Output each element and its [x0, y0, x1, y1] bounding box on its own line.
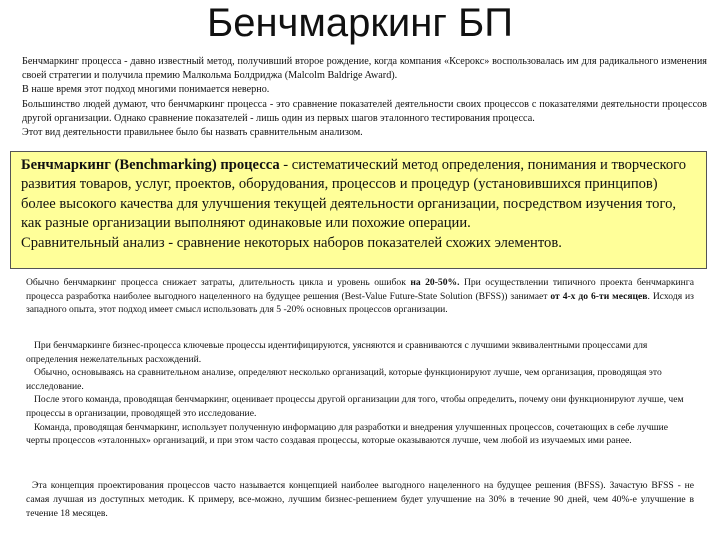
process-paragraph: Обычно, основываясь на сравнительном анализе, определяют несколько организаций, которые функционируют лучше, чем организация, проводящая это исследование. — [26, 367, 662, 392]
definition-box — [10, 151, 707, 269]
cost-text-part: Обычно бенчмаркинг процесса снижает затраты, длительность цикла и уровень ошибок — [26, 277, 411, 288]
definition-text — [21, 156, 696, 234]
definition-term: Бенчмаркинг (Benchmarking) процесса — [21, 157, 280, 173]
definition-body: - систематический метод определения, понимания и творческого развития товаров, услуг, проектов, оборудования, процессов и процедур (установившихся принципов) более высокого качества для улучшения текущей деятельности организации, посредством изучения того, как разные организации выполняют одинаковые или похожие операции. — [21, 157, 687, 232]
intro-block — [22, 55, 707, 140]
cost-highlight: на 20-50%. — [410, 277, 460, 288]
cost-reduction-block — [26, 276, 694, 317]
process-paragraph: Команда, проводящая бенчмаркинг, использует полученную информацию для разработки и внедрения улучшенных процессов, сочетающих в себе лучшие черты процессов «эталонных» организаций, и при этом часто создавая процессы, которые оказываются лучше, чем любой из изучаемых ими ранее. — [26, 421, 669, 447]
slide-title: Бенчмаркинг БП — [206, 1, 514, 45]
cost-text-part: . Исходя из западного опыта, этот подход имеет смысл использовать для 5 -20% основных процессов организации. — [26, 290, 694, 316]
comparative-analysis-definition: Сравнительный анализ - сравнение некоторых наборов показателей схожих элементов. — [21, 234, 562, 251]
process-paragraph: После этого команда, проводящая бенчмаркинг, оценивает процессы другой организации для того, чтобы определить, почему они функционируют лучше, чем процессы в организации, проводящей это исследование. — [26, 394, 684, 419]
intro-paragraph: Бенчмаркинг процесса - давно известный метод, получивший второе рождение, когда компания «Ксерокс» воспользовалась им для радикального изменения своей стратегии и получила премию Малкольма Болдриджа (Malcolm Baldrige Award). — [22, 56, 707, 82]
bfss-block — [26, 479, 694, 521]
intro-paragraph: Большинство людей думают, что бенчмаркинг процесса - это сравнение показателей деятельности своих процессов с показателями деятельности процессов другой организации. Однако сравнение показателей - лишь один из первых шагов эталонного тестирования процесса. — [22, 98, 707, 124]
process-paragraph: При бенчмаркинге бизнес-процесса ключевые процессы идентифицируются, уясняются и сравниваются с лучшими эквивалентными процессами для определения нежелательных расхождений. — [26, 340, 648, 365]
cost-paragraph — [26, 276, 694, 317]
intro-paragraph: В наше время этот подход многими понимается неверно. — [22, 84, 270, 96]
intro-paragraph: Этот вид деятельности правильнее было бы назвать сравнительным анализом. — [22, 127, 363, 139]
cost-text-part: При осуществлении типичного проекта бенчмаркинга процесса разработка наиболее выгодного нацеленного на будущее решения (Best-Value Future-State Solution (BFSS)) занимает — [26, 277, 694, 302]
duration-highlight: от 4-х до 6-ти месяцев — [550, 290, 648, 302]
process-block — [26, 339, 694, 448]
bfss-paragraph: Эта концепция проектирования процессов часто называется концепцией наиболее выгодного нацеленного на будущее решения (BFSS). Зачастую BFSS - не самая лучшая из доступных методик. К примеру, все-можно, лучшим бизнес-решением будет улучшение на 30% в течение 90 дней, чем 40%-е улучшение в течение 18 месяцев. — [26, 480, 694, 519]
